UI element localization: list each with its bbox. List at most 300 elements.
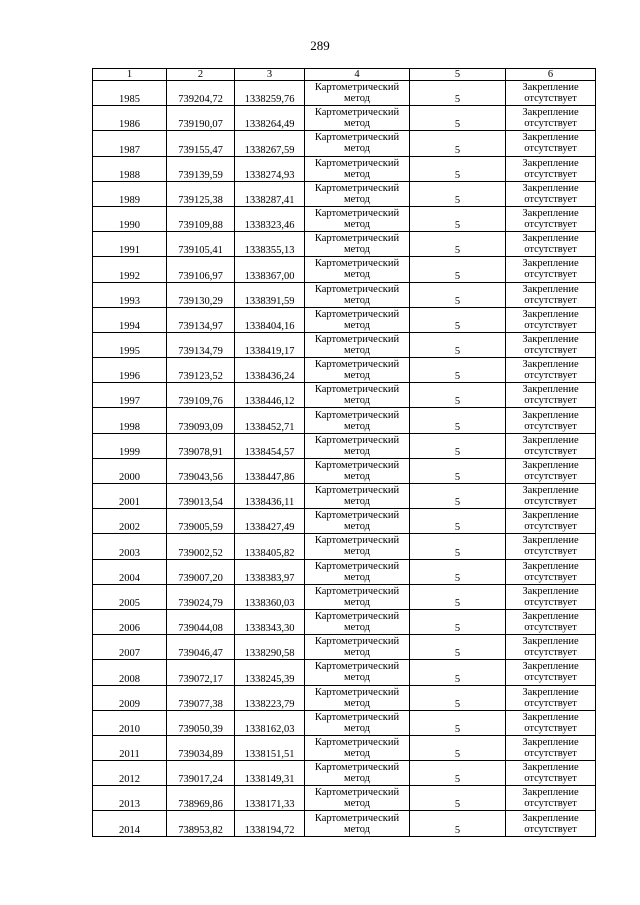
method-line-1: Картометрический (314, 308, 400, 320)
method-cell (305, 584, 410, 609)
coordinate-y: 1338194,72 (235, 811, 305, 836)
method-line-2: метод (343, 143, 371, 155)
accuracy-cell: 5 (410, 307, 506, 332)
accuracy-cell: 5 (410, 332, 506, 357)
method-cell (305, 106, 410, 131)
fixing-line-1: Закрепление (522, 333, 579, 345)
fixing-cell (506, 106, 596, 131)
fixing-line-1: Закрепление (522, 762, 579, 774)
point-number: 2013 (93, 786, 167, 811)
table-row (93, 106, 596, 131)
header-row (93, 69, 596, 81)
fixing-line-1: Закрепление (522, 585, 579, 597)
method-line-2: метод (343, 496, 371, 508)
method-cell (305, 383, 410, 408)
table-row (93, 358, 596, 383)
fixing-cell (506, 181, 596, 206)
method-cell (305, 156, 410, 181)
method-line-1: Картометрический (314, 711, 400, 723)
accuracy-cell: 5 (410, 358, 506, 383)
fixing-line-1: Закрепление (522, 409, 579, 421)
method-line-2: метод (343, 470, 371, 482)
coordinate-y: 1338274,93 (235, 156, 305, 181)
table-row (93, 786, 596, 811)
method-line-1: Картометрический (314, 611, 400, 623)
table-row (93, 811, 596, 836)
column-header-1: 1 (93, 69, 167, 81)
accuracy-cell: 5 (410, 106, 506, 131)
fixing-cell (506, 635, 596, 660)
fixing-line-2: отсутствует (524, 496, 577, 508)
method-line-2: метод (343, 596, 371, 608)
point-number: 1999 (93, 433, 167, 458)
coordinate-x: 739139,59 (167, 156, 235, 181)
method-cell (305, 484, 410, 509)
method-line-1: Картометрический (314, 485, 400, 497)
coordinate-x: 739109,76 (167, 383, 235, 408)
table-row (93, 761, 596, 786)
accuracy-cell: 5 (410, 181, 506, 206)
fixing-line-1: Закрепление (522, 661, 579, 673)
fixing-line-2: отсутствует (524, 521, 577, 533)
accuracy-cell: 5 (410, 383, 506, 408)
coordinate-y: 1338383,97 (235, 559, 305, 584)
fixing-line-1: Закрепление (522, 384, 579, 396)
point-number: 1997 (93, 383, 167, 408)
coordinate-y: 1338245,39 (235, 660, 305, 685)
coordinates-table (92, 68, 596, 837)
method-line-1: Картометрический (314, 359, 400, 371)
fixing-cell (506, 685, 596, 710)
coordinate-y: 1338454,57 (235, 433, 305, 458)
table-row (93, 685, 596, 710)
table-row (93, 534, 596, 559)
point-number: 2000 (93, 458, 167, 483)
coordinate-y: 1338162,03 (235, 710, 305, 735)
method-line-2: метод (343, 294, 371, 306)
fixing-line-1: Закрепление (522, 686, 579, 698)
point-number: 1996 (93, 358, 167, 383)
method-line-2: метод (343, 798, 371, 810)
fixing-cell (506, 257, 596, 282)
method-cell (305, 710, 410, 735)
table-row (93, 181, 596, 206)
fixing-cell (506, 81, 596, 106)
fixing-line-2: отсутствует (524, 319, 577, 331)
fixing-cell (506, 458, 596, 483)
fixing-line-1: Закрепление (522, 636, 579, 648)
method-line-1: Картометрический (314, 333, 400, 345)
coordinate-x: 739044,08 (167, 609, 235, 634)
fixing-cell (506, 332, 596, 357)
fixing-line-1: Закрепление (522, 233, 579, 245)
fixing-cell (506, 307, 596, 332)
fixing-cell (506, 761, 596, 786)
fixing-line-2: отсутствует (524, 294, 577, 306)
fixing-cell (506, 735, 596, 760)
coordinate-x: 739072,17 (167, 660, 235, 685)
fixing-line-2: отсутствует (524, 395, 577, 407)
column-header-4: 4 (305, 69, 410, 81)
method-line-1: Картометрический (314, 510, 400, 522)
fixing-line-2: отсутствует (524, 823, 577, 835)
coordinate-x: 739134,97 (167, 307, 235, 332)
coordinate-x: 739002,52 (167, 534, 235, 559)
accuracy-cell: 5 (410, 433, 506, 458)
method-line-1: Картометрический (314, 208, 400, 220)
fixing-line-2: отсутствует (524, 722, 577, 734)
accuracy-cell: 5 (410, 685, 506, 710)
coordinate-y: 1338267,59 (235, 131, 305, 156)
point-number: 2004 (93, 559, 167, 584)
method-cell (305, 332, 410, 357)
point-number: 2014 (93, 811, 167, 836)
fixing-line-1: Закрепление (522, 535, 579, 547)
method-line-2: метод (343, 823, 371, 835)
method-line-1: Картометрический (314, 283, 400, 295)
table-row (93, 559, 596, 584)
method-line-1: Картометрический (314, 82, 400, 94)
coordinate-x: 739077,38 (167, 685, 235, 710)
method-cell (305, 609, 410, 634)
coordinate-y: 1338367,00 (235, 257, 305, 282)
coordinate-y: 1338436,24 (235, 358, 305, 383)
method-line-2: метод (343, 395, 371, 407)
coordinate-y: 1338405,82 (235, 534, 305, 559)
method-line-2: метод (343, 521, 371, 533)
point-number: 1988 (93, 156, 167, 181)
coordinate-y: 1338355,13 (235, 232, 305, 257)
fixing-line-2: отсутствует (524, 219, 577, 231)
method-line-1: Картометрический (314, 384, 400, 396)
fixing-cell (506, 786, 596, 811)
coordinate-x: 739005,59 (167, 509, 235, 534)
fixing-cell (506, 358, 596, 383)
fixing-line-1: Закрепление (522, 434, 579, 446)
fixing-line-1: Закрепление (522, 736, 579, 748)
fixing-cell (506, 509, 596, 534)
point-number: 1986 (93, 106, 167, 131)
method-cell (305, 81, 410, 106)
coordinate-x: 739204,72 (167, 81, 235, 106)
accuracy-cell: 5 (410, 156, 506, 181)
fixing-cell (506, 811, 596, 836)
column-header-5: 5 (410, 69, 506, 81)
method-line-2: метод (343, 244, 371, 256)
accuracy-cell: 5 (410, 811, 506, 836)
coordinate-x: 739017,24 (167, 761, 235, 786)
table-row (93, 408, 596, 433)
method-cell (305, 131, 410, 156)
fixing-cell (506, 433, 596, 458)
method-line-2: метод (343, 672, 371, 684)
coordinate-x: 738969,86 (167, 786, 235, 811)
coordinate-y: 1338223,79 (235, 685, 305, 710)
table-row (93, 660, 596, 685)
accuracy-cell: 5 (410, 559, 506, 584)
coordinate-y: 1338259,76 (235, 81, 305, 106)
fixing-line-1: Закрепление (522, 611, 579, 623)
point-number: 1990 (93, 206, 167, 231)
coordinate-x: 739134,79 (167, 332, 235, 357)
accuracy-cell: 5 (410, 484, 506, 509)
coordinate-x: 739093,09 (167, 408, 235, 433)
method-cell (305, 660, 410, 685)
method-line-2: метод (343, 747, 371, 759)
point-number: 2006 (93, 609, 167, 634)
method-line-2: метод (343, 647, 371, 659)
fixing-line-2: отсутствует (524, 798, 577, 810)
table-row (93, 383, 596, 408)
fixing-line-2: отсутствует (524, 747, 577, 759)
point-number: 2011 (93, 735, 167, 760)
fixing-line-2: отсутствует (524, 773, 577, 785)
point-number: 2003 (93, 534, 167, 559)
fixing-cell (506, 534, 596, 559)
method-cell (305, 786, 410, 811)
method-cell (305, 206, 410, 231)
fixing-line-1: Закрепление (522, 459, 579, 471)
method-line-1: Картометрический (314, 560, 400, 572)
method-line-2: метод (343, 193, 371, 205)
method-line-1: Картометрический (314, 107, 400, 119)
accuracy-cell: 5 (410, 408, 506, 433)
method-line-1: Картометрический (314, 661, 400, 673)
table-row (93, 232, 596, 257)
coordinate-x: 739078,91 (167, 433, 235, 458)
method-cell (305, 559, 410, 584)
coordinate-x: 738953,82 (167, 811, 235, 836)
coordinate-x: 739125,38 (167, 181, 235, 206)
coordinate-y: 1338446,12 (235, 383, 305, 408)
fixing-cell (506, 559, 596, 584)
coordinate-y: 1338447,86 (235, 458, 305, 483)
fixing-line-1: Закрепление (522, 359, 579, 371)
method-line-1: Картометрический (314, 762, 400, 774)
method-line-1: Картометрический (314, 812, 400, 824)
coordinate-y: 1338149,31 (235, 761, 305, 786)
coordinate-x: 739190,07 (167, 106, 235, 131)
fixing-cell (506, 156, 596, 181)
fixing-line-1: Закрепление (522, 560, 579, 572)
column-header-2: 2 (167, 69, 235, 81)
method-line-2: метод (343, 219, 371, 231)
fixing-line-2: отсутствует (524, 193, 577, 205)
method-line-2: метод (343, 370, 371, 382)
accuracy-cell: 5 (410, 509, 506, 534)
method-line-2: метод (343, 118, 371, 130)
fixing-line-2: отсутствует (524, 445, 577, 457)
fixing-line-1: Закрепление (522, 510, 579, 522)
coordinate-y: 1338287,41 (235, 181, 305, 206)
point-number: 2008 (93, 660, 167, 685)
fixing-line-2: отсутствует (524, 546, 577, 558)
method-cell (305, 358, 410, 383)
table-row (93, 458, 596, 483)
method-line-1: Картометрический (314, 636, 400, 648)
accuracy-cell: 5 (410, 131, 506, 156)
accuracy-cell: 5 (410, 609, 506, 634)
coordinate-y: 1338436,11 (235, 484, 305, 509)
fixing-line-2: отсутствует (524, 571, 577, 583)
fixing-line-2: отсутствует (524, 93, 577, 105)
accuracy-cell: 5 (410, 282, 506, 307)
method-cell (305, 761, 410, 786)
point-number: 2009 (93, 685, 167, 710)
method-line-1: Картометрический (314, 787, 400, 799)
fixing-line-2: отсутствует (524, 420, 577, 432)
coordinate-x: 739123,52 (167, 358, 235, 383)
fixing-line-1: Закрепление (522, 82, 579, 94)
coordinate-x: 739155,47 (167, 131, 235, 156)
method-cell (305, 307, 410, 332)
fixing-line-1: Закрепление (522, 711, 579, 723)
accuracy-cell: 5 (410, 534, 506, 559)
coordinate-x: 739109,88 (167, 206, 235, 231)
table-row (93, 609, 596, 634)
method-cell (305, 232, 410, 257)
point-number: 1993 (93, 282, 167, 307)
fixing-cell (506, 232, 596, 257)
method-line-1: Картометрический (314, 459, 400, 471)
coordinate-y: 1338151,51 (235, 735, 305, 760)
table-row (93, 710, 596, 735)
fixing-line-1: Закрепление (522, 182, 579, 194)
fixing-line-2: отсутствует (524, 622, 577, 634)
point-number: 2001 (93, 484, 167, 509)
method-line-1: Картометрический (314, 132, 400, 144)
method-cell (305, 735, 410, 760)
table-row (93, 433, 596, 458)
coordinate-y: 1338171,33 (235, 786, 305, 811)
fixing-line-1: Закрепление (522, 107, 579, 119)
accuracy-cell: 5 (410, 458, 506, 483)
fixing-line-1: Закрепление (522, 132, 579, 144)
accuracy-cell: 5 (410, 584, 506, 609)
method-cell (305, 635, 410, 660)
method-line-2: метод (343, 622, 371, 634)
method-line-2: метод (343, 93, 371, 105)
point-number: 2010 (93, 710, 167, 735)
fixing-line-1: Закрепление (522, 157, 579, 169)
method-cell (305, 811, 410, 836)
table-body (93, 81, 596, 837)
point-number: 1998 (93, 408, 167, 433)
method-line-2: метод (343, 697, 371, 709)
fixing-cell (506, 408, 596, 433)
table-row (93, 81, 596, 106)
column-header-6: 6 (506, 69, 596, 81)
fixing-cell (506, 660, 596, 685)
method-line-2: метод (343, 571, 371, 583)
fixing-line-2: отсутствует (524, 370, 577, 382)
fixing-line-2: отсутствует (524, 672, 577, 684)
method-line-1: Картометрический (314, 585, 400, 597)
method-cell (305, 685, 410, 710)
coordinate-y: 1338264,49 (235, 106, 305, 131)
method-cell (305, 509, 410, 534)
coordinate-x: 739105,41 (167, 232, 235, 257)
method-line-2: метод (343, 546, 371, 558)
accuracy-cell: 5 (410, 257, 506, 282)
method-line-1: Картометрический (314, 233, 400, 245)
fixing-line-1: Закрепление (522, 787, 579, 799)
method-line-1: Картометрический (314, 182, 400, 194)
coordinate-y: 1338360,03 (235, 584, 305, 609)
method-cell (305, 458, 410, 483)
point-number: 2007 (93, 635, 167, 660)
coordinate-y: 1338343,30 (235, 609, 305, 634)
fixing-line-2: отсутствует (524, 344, 577, 356)
coordinate-y: 1338427,49 (235, 509, 305, 534)
point-number: 2002 (93, 509, 167, 534)
fixing-line-1: Закрепление (522, 258, 579, 270)
coordinate-x: 739024,79 (167, 584, 235, 609)
fixing-line-2: отсутствует (524, 697, 577, 709)
coordinate-x: 739130,29 (167, 282, 235, 307)
fixing-cell (506, 383, 596, 408)
coordinate-x: 739043,56 (167, 458, 235, 483)
method-line-2: метод (343, 319, 371, 331)
table-row (93, 206, 596, 231)
method-line-2: метод (343, 445, 371, 457)
fixing-cell (506, 484, 596, 509)
coordinate-x: 739013,54 (167, 484, 235, 509)
page-number: 289 (310, 38, 330, 53)
point-number: 2005 (93, 584, 167, 609)
method-cell (305, 408, 410, 433)
fixing-line-1: Закрепление (522, 308, 579, 320)
fixing-cell (506, 584, 596, 609)
accuracy-cell: 5 (410, 232, 506, 257)
table-row (93, 332, 596, 357)
fixing-cell (506, 206, 596, 231)
coordinate-x: 739046,47 (167, 635, 235, 660)
coordinate-x: 739106,97 (167, 257, 235, 282)
point-number: 1985 (93, 81, 167, 106)
fixing-line-2: отсутствует (524, 118, 577, 130)
method-line-1: Картометрический (314, 434, 400, 446)
table-row (93, 635, 596, 660)
method-cell (305, 181, 410, 206)
coordinate-x: 739007,20 (167, 559, 235, 584)
point-number: 1992 (93, 257, 167, 282)
table-row (93, 131, 596, 156)
coordinate-y: 1338404,16 (235, 307, 305, 332)
table-row (93, 584, 596, 609)
fixing-line-1: Закрепление (522, 485, 579, 497)
method-line-2: метод (343, 773, 371, 785)
fixing-line-1: Закрепление (522, 283, 579, 295)
fixing-cell (506, 710, 596, 735)
table-header (93, 69, 596, 81)
coordinate-x: 739050,39 (167, 710, 235, 735)
coordinate-x: 739034,89 (167, 735, 235, 760)
column-header-3: 3 (235, 69, 305, 81)
method-line-2: метод (343, 722, 371, 734)
method-line-1: Картометрический (314, 258, 400, 270)
accuracy-cell: 5 (410, 710, 506, 735)
point-number: 1989 (93, 181, 167, 206)
coordinate-y: 1338290,58 (235, 635, 305, 660)
accuracy-cell: 5 (410, 81, 506, 106)
coordinate-y: 1338419,17 (235, 332, 305, 357)
fixing-line-1: Закрепление (522, 812, 579, 824)
method-cell (305, 433, 410, 458)
coordinate-y: 1338391,59 (235, 282, 305, 307)
method-line-1: Картометрический (314, 736, 400, 748)
accuracy-cell: 5 (410, 786, 506, 811)
